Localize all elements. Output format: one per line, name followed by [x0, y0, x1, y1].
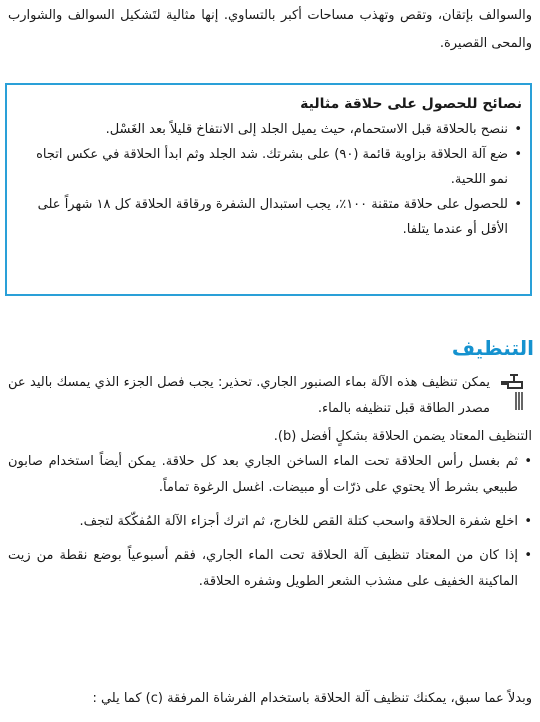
bullet-icon: • — [524, 454, 532, 469]
tip-text: ضع آلة الحلاقة بزاوية قائمة (٩٠) على بشرتك. شد الجلد وثم ابدأ الحلاقة في عكس اتجاه نمو اللحية. — [36, 147, 508, 187]
bullet-icon: • — [514, 147, 522, 162]
tip-text: للحصول على حلاقة متقنة ١٠٠٪، يجب استبدال الشفرة ورقاقة الحلاقة كل ١٨ شهراً على الأقل أو عندما يتلفا. — [37, 197, 508, 237]
tips-box — [5, 83, 532, 296]
intro-paragraph: والسوالف بإتقان، وتقص وتهذب مساحات أكبر بالتساوي. إنها مثالية لتَشكيل السوالف والشوارب والمحى القصيرة. — [8, 8, 532, 51]
step-text: إذا كان من المعتاد تنظيف آلة الحلاقة تحت الماء الجاري، فقم أسبوعياً بوضع نقطة من زيت الماكينة الخفيف على مشذب الشعر الطويل وشفره الحلاقة. — [8, 548, 518, 589]
closing-paragraph: وبدلاً عما سبق، يمكنك تنظيف آلة الحلاقة باستخدام الفرشاة المرفقة (c) كما يلي : — [92, 691, 532, 706]
bullet-icon: • — [524, 514, 532, 529]
cleaning-intro-text: التنظيف المعتاد يضمن الحلاقة بشكلٍ أفضل (b). — [273, 429, 532, 444]
tip-text: ننصح بالحلاقة قبل الاستحمام، حيث يميل الجلد إلى الانتفاخ قليلاً بعد الغَسْل. — [105, 122, 508, 137]
step-text: اخلع شفرة الحلاقة واسحب كتلة القص للخارج، ثم اترك أجزاء الآلة المُفكّكة لتجف. — [79, 514, 518, 529]
list-item — [8, 543, 532, 595]
tips-title: نصائح للحصول على حلاقة مثالية — [300, 96, 522, 112]
list-item — [17, 142, 522, 192]
section-heading: التنظيف — [451, 336, 534, 360]
bullet-icon: • — [524, 548, 532, 563]
list-item — [8, 449, 532, 501]
cleaning-steps-list — [8, 449, 532, 603]
list-item — [17, 117, 522, 142]
bullet-icon: • — [514, 122, 522, 137]
step-text: ثم بغسل رأس الحلاقة تحت الماء الساخن الجاري بعد كل حلاقة. يمكن أيضاً استخدام صابون طبيعي بشرط ألا يحتوي على ذرّات أو مبيضات. اغسل الرغوة تماماً. — [8, 454, 518, 495]
warning-text: يمكن تنظيف هذه الآلة بماء الصنبور الجاري. تحذير: يجب فصل الجزء الذي يمسك باليد عن مصدر الطاقة قبل تنظيفه بالماء. — [8, 375, 490, 416]
tips-list — [17, 117, 522, 242]
bullet-icon: • — [514, 197, 522, 212]
faucet-water-icon — [500, 374, 530, 414]
list-item — [8, 509, 532, 535]
list-item — [17, 192, 522, 242]
warning-block — [8, 370, 530, 422]
